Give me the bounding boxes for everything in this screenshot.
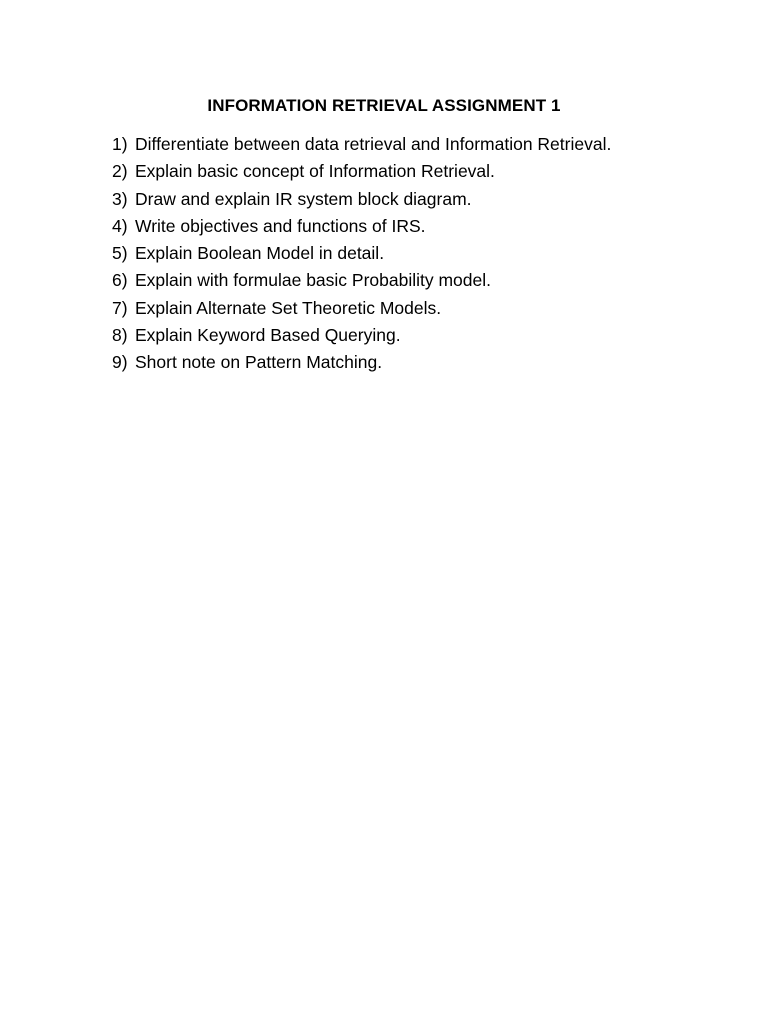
question-number: 4) — [112, 215, 128, 236]
question-text: Explain basic concept of Information Retrieval. — [135, 161, 495, 182]
question-number: 3) — [112, 188, 128, 209]
list-item — [112, 213, 611, 240]
document-title: INFORMATION RETRIEVAL ASSIGNMENT 1 — [207, 96, 561, 115]
question-text: Explain with formulae basic Probability model. — [135, 270, 491, 291]
question-number: 2) — [112, 161, 128, 182]
question-number: 1) — [112, 134, 128, 154]
question-text: Explain Boolean Model in detail. — [135, 243, 385, 264]
list-item — [112, 240, 611, 267]
list-item — [112, 349, 611, 376]
question-text: Differentiate between data retrieval and Information Retrieval. — [135, 134, 612, 154]
question-list — [112, 131, 611, 377]
question-text: Explain Alternate Set Theoretic Models. — [135, 297, 442, 318]
question-text: Short note on Pattern Matching. — [135, 352, 383, 373]
list-item — [112, 131, 611, 158]
list-item — [112, 267, 611, 294]
question-number: 9) — [112, 352, 128, 373]
question-number: 7) — [112, 297, 128, 318]
question-number: 6) — [112, 270, 128, 291]
question-text: Write objectives and functions of IRS. — [135, 215, 426, 236]
list-item — [112, 186, 611, 213]
list-item — [112, 158, 611, 185]
question-text: Explain Keyword Based Querying. — [135, 325, 401, 346]
list-item — [112, 295, 611, 322]
question-number: 5) — [112, 243, 128, 264]
question-text: Draw and explain IR system block diagram. — [135, 188, 472, 209]
list-item — [112, 322, 611, 349]
question-number: 8) — [112, 325, 128, 346]
